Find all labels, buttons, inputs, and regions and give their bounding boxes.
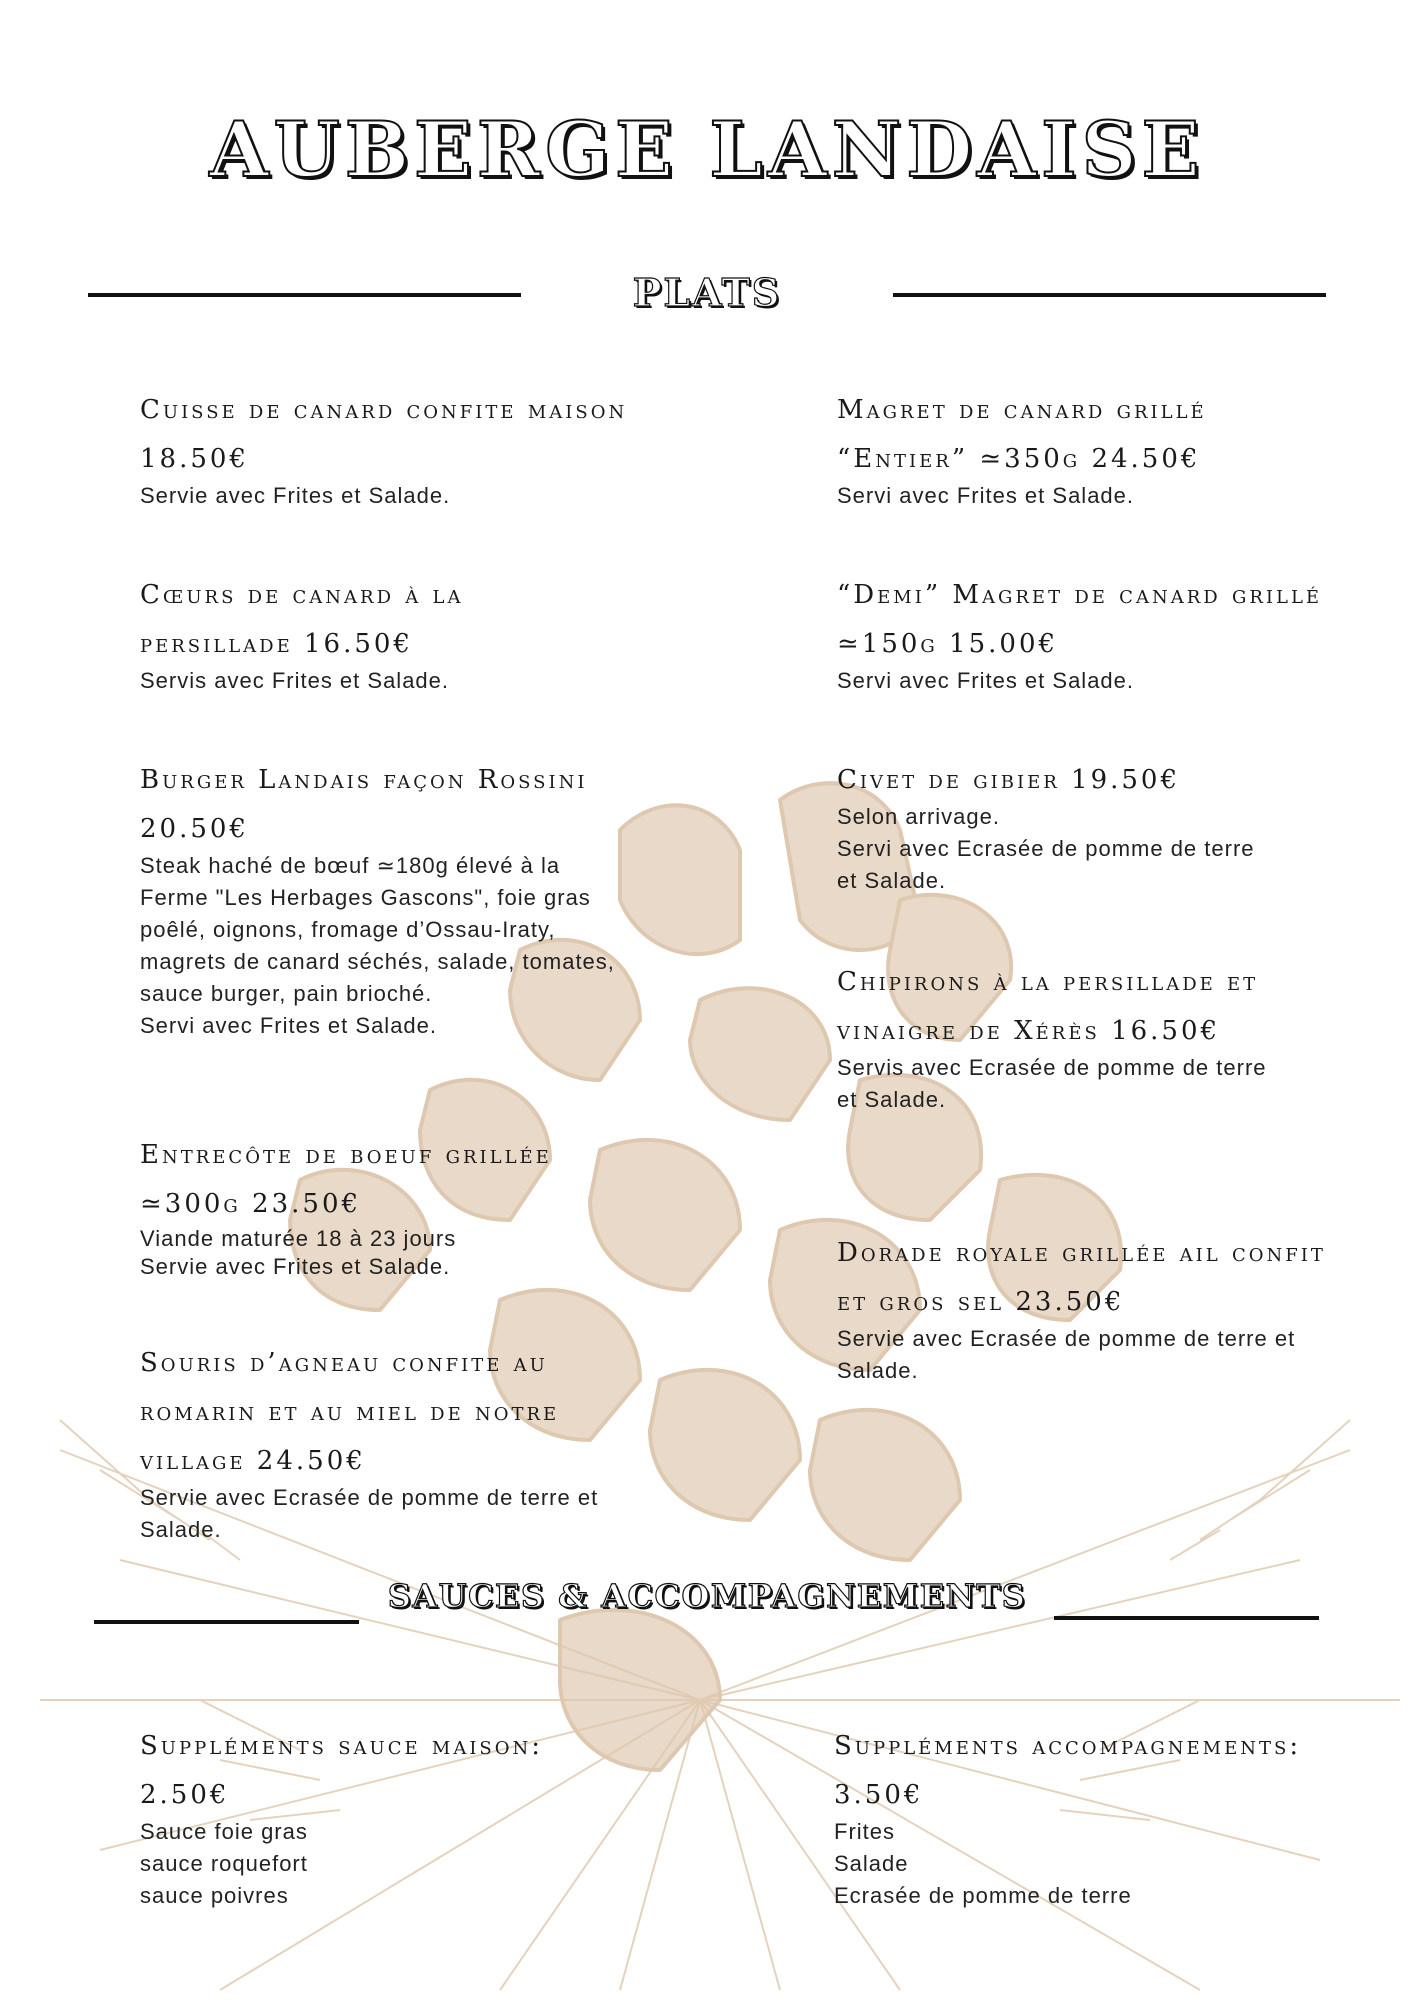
menu-item-title: Burger Landais façon Rossini 20.50€ bbox=[140, 765, 588, 844]
restaurant-title: AUBERGE LANDAISE bbox=[209, 105, 1205, 194]
menu-item-desc: Servis avec Frites et Salade. bbox=[140, 668, 450, 693]
menu-item-sauce-supplement bbox=[140, 1722, 560, 1912]
section-heading-plats: PLATS bbox=[632, 270, 782, 315]
menu-item-magret bbox=[837, 386, 1337, 512]
menu-item-cuisse bbox=[140, 386, 640, 512]
menu-item-title: Cuisse de canard confite maison 18.50€ bbox=[140, 395, 628, 474]
menu-item-title: Suppléments accompagnements: 3.50€ bbox=[834, 1731, 1302, 1810]
menu-item-desc: Servi avec Frites et Salade. bbox=[837, 483, 1135, 508]
menu-item-title: Souris d’agneau confite au romarin et au miel de notre village 24.50€ bbox=[140, 1348, 560, 1476]
menu-item-desc: Servie avec Ecrasée de pomme de terre et Salade. bbox=[837, 1326, 1296, 1383]
menu-item-desc: Sauce foie gras sauce roquefort sauce poivres bbox=[140, 1819, 308, 1908]
menu-item-title: Cœurs de canard à la persillade 16.50€ bbox=[140, 580, 464, 659]
plats-rule-right bbox=[893, 293, 1326, 297]
menu-item-title: Dorade royale grillée ail confit et gros sel 23.50€ bbox=[837, 1238, 1326, 1317]
menu-item-entrecote bbox=[140, 1131, 620, 1281]
sauces-rule-right bbox=[1054, 1616, 1319, 1620]
menu-item-title: “Demi” Magret de canard grillé ≃150g 15.00€ bbox=[837, 580, 1323, 659]
menu-item-burger bbox=[140, 756, 700, 1042]
menu-item-desc: Servie avec Ecrasée de pomme de terre et Salade. bbox=[140, 1485, 599, 1542]
menu-item-chipirons bbox=[837, 958, 1337, 1116]
menu-item-civet bbox=[837, 756, 1337, 897]
sauces-rule-left bbox=[94, 1620, 359, 1624]
menu-item-desc: Servi avec Frites et Salade. bbox=[837, 668, 1135, 693]
menu-item-desc: Viande maturée 18 à 23 jours Servie avec Frites et Salade. bbox=[140, 1226, 457, 1279]
menu-item-accomp-supplement bbox=[834, 1722, 1334, 1912]
plats-rule-left bbox=[88, 293, 521, 297]
menu-item-desc: Servie avec Frites et Salade. bbox=[140, 483, 451, 508]
menu-item-title: Suppléments sauce maison: 2.50€ bbox=[140, 1731, 544, 1810]
menu-item-desc: Steak haché de bœuf ≃180g élevé à la Ferme "Les Herbages Gascons", foie gras poêlé, oignons, fromage d’Ossau-Iraty, magrets de canard séchés, salade, tomates, sauce burger, pain brioché. Servi avec Frites et Salade. bbox=[140, 853, 615, 1038]
menu-item-title: Entrecôte de boeuf grillée ≃300g 23.50€ bbox=[140, 1140, 552, 1219]
menu-item-dorade bbox=[837, 1229, 1337, 1387]
menu-item-demi-magret bbox=[837, 571, 1337, 697]
menu-item-desc: Frites Salade Ecrasée de pomme de terre bbox=[834, 1819, 1132, 1908]
menu-item-desc: Servis avec Ecrasée de pomme de terre et Salade. bbox=[837, 1055, 1267, 1112]
menu-item-souris bbox=[140, 1339, 620, 1546]
menu-item-title: Civet de gibier 19.50€ bbox=[837, 765, 1181, 795]
menu-item-title: Magret de canard grillé “Entier” ≃350g 24.50€ bbox=[837, 395, 1207, 474]
menu-item-title: Chipirons à la persillade et vinaigre de Xérès 16.50€ bbox=[837, 967, 1259, 1046]
menu-item-desc: Selon arrivage. Servi avec Ecrasée de pomme de terre et Salade. bbox=[837, 804, 1255, 893]
section-heading-sauces: SAUCES & ACCOMPAGNEMENTS bbox=[387, 1577, 1027, 1615]
menu-item-coeurs bbox=[140, 571, 580, 697]
